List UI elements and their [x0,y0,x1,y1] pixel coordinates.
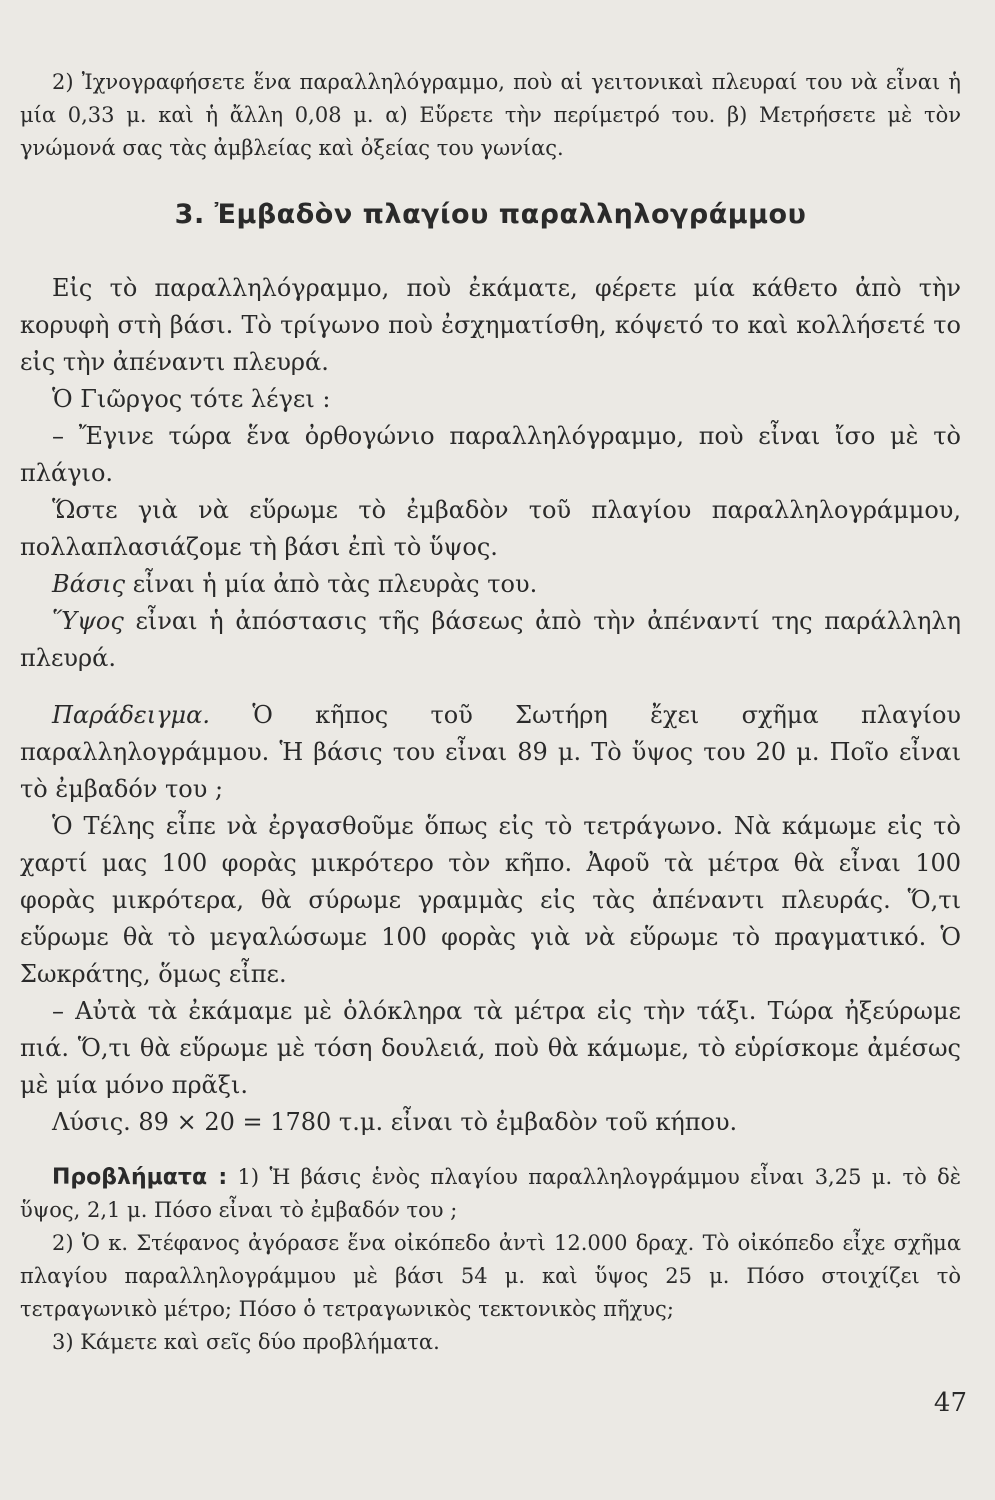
problem-2: 2) Ὁ κ. Στέφανος ἀγόρασε ἕνα οἰκόπεδο ἀντὶ 12.000 δραχ. Τὸ οἰκόπεδο εἶχε σχῆμα πλαγίου παραλληλογράμμου μὲ βάσι 54 μ. καὶ ὕψος 25 μ. Πόσο στοιχίζει τὸ τετραγωνικὸ μέτρο; Πόσο ὁ τετραγωνικὸς τεκτονικὸς πῆχυς; [20,1231,961,1321]
term-base: Βάσις [52,570,126,598]
definition-height [20,603,961,677]
page-number: 47 [933,1388,967,1418]
term-height: Ὕψος [52,607,124,635]
paragraph-instructions: Εἰς τὸ παραλληλόγραμμο, ποὺ ἐκάματε, φέρετε μία κάθετο ἀπὸ τὴν κορυφὴ στὴ βάσι. Τὸ τρίγωνο ποὺ ἐσχηματίσθη, κόψετό το καὶ κολλήσετέ το εἰς τὴν ἀπέναντι πλευρά. [20,274,961,376]
definition-height-text: εἶναι ἡ ἀπόστασις τῆς βάσεως ἀπὸ τὴν ἀπέναντί της παράλληλη πλευρά. [20,607,961,672]
example-label: Παράδειγμα. [52,701,210,729]
solution-line: Λύσις. 89 × 20 = 1780 τ.μ. εἶναι τὸ ἐμβαδὸν τοῦ κήπου. [52,1108,738,1136]
definition-base-text: εἶναι ἡ μία ἀπὸ τὰς πλευρὰς του. [125,570,538,598]
example-paragraph [20,697,961,808]
definition-base [20,566,961,603]
paragraph-rule: Ὥστε γιὰ νὰ εὕρωμε τὸ ἐμβαδὸν τοῦ πλαγίου παραλληλογράμμου, πολλαπλασιάζομε τὴ βάσι ἐπὶ τὸ ὕψος. [20,496,961,561]
problem-1-text: 1) Ἡ βάσις ἑνὸς πλαγίου παραλληλογράμμου εἶναι 3,25 μ. τὸ δὲ ὕψος, 2,1 μ. Πόσο εἶναι τὸ ἐμβαδόν του ; [20,1165,961,1222]
intro-exercise: 2) Ἰχνογραφήσετε ἕνα παραλληλόγραμμο, ποὺ αἱ γειτονικαὶ πλευραί του νὰ εἶναι ἡ μία 0,33 μ. καὶ ἡ ἄλλη 0,08 μ. α) Εὕρετε τὴν περίμετρό του. β) Μετρήσετε μὲ τὸν γνώμονά σας τὰς ἀμβλείας καὶ ὀξείας του γωνίας. [20,70,961,160]
paragraph-dialogue: – Ἔγινε τώρα ἕνα ὀρθογώνιο παραλληλόγραμμο, ποὺ εἶναι ἴσο μὲ τὸ πλάγιο. [20,422,961,487]
problem-1 [20,1161,961,1227]
section-title: 3. Ἐμβαδὸν πλαγίου παραλληλογράμμου [174,199,807,230]
paragraph-giorgos: Ὁ Γιῶργος τότε λέγει : [52,385,331,413]
example-text: Ὁ κῆπος τοῦ Σωτήρη ἔχει σχῆμα πλαγίου παραλληλογράμμου. Ἡ βάσις του εἶναι 89 μ. Τὸ ὕψος του 20 μ. Ποῖο εἶναι τὸ ἐμβαδόν του ; [20,701,961,803]
problems-label: Προβλήματα : [52,1165,228,1190]
paragraph-sokratis: – Αὐτὰ τὰ ἐκάμαμε μὲ ὁλόκληρα τὰ μέτρα εἰς τὴν τάξι. Τώρα ἠξεύρωμε πιά. Ὅ,τι θὰ εὕρωμε μὲ τόση δουλειά, ποὺ θὰ κάμωμε, τὸ εὑρίσκομε ἀμέσως μὲ μία μόνο πρᾶξι. [20,997,961,1099]
problem-3: 3) Κάμετε καὶ σεῖς δύο προβλήματα. [52,1330,440,1354]
paragraph-telis: Ὁ Τέλης εἶπε νὰ ἐργασθοῦμε ὅπως εἰς τὸ τετράγωνο. Νὰ κάμωμε εἰς τὸ χαρτί μας 100 φορὰς μικρότερο τὸν κῆπο. Ἀφοῦ τὰ μέτρα θὰ εἶναι 100 φορὰς μικρότερα, θὰ σύρωμε γραμμὰς εἰς τὰς ἀπέναντι πλευράς. Ὅ,τι εὕρωμε θὰ τὸ μεγαλώσωμε 100 φορὰς γιὰ νὰ εὕρωμε τὸ πραγματικό. Ὁ Σωκράτης, ὅμως εἶπε. [20,812,961,988]
